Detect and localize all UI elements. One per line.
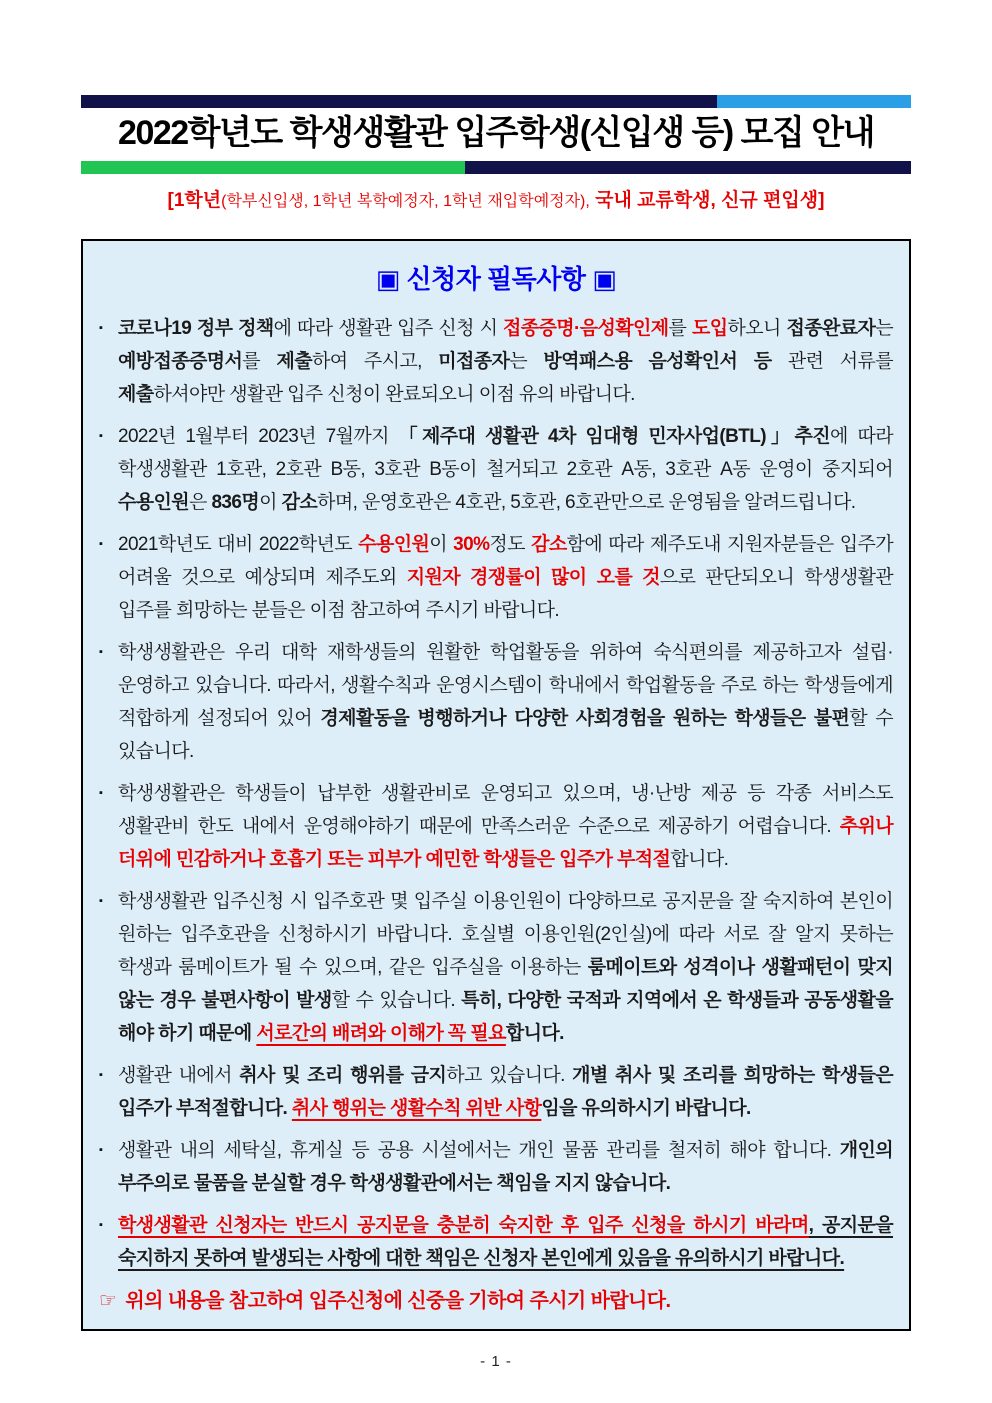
top-bar-navy-segment — [81, 95, 717, 108]
text-segment: 관련 서류를 — [771, 350, 894, 372]
text-segment: 접종완료자 — [786, 317, 876, 339]
notice-item — [99, 777, 893, 876]
text-segment: 수용인원 — [358, 533, 430, 555]
text-segment: 도입 — [691, 317, 728, 339]
notice-item-text — [118, 1209, 893, 1275]
notice-item — [99, 528, 893, 627]
text-segment: 하여 주시고, — [311, 350, 439, 372]
text-segment: 에 따라 학생생활관 1호관, 2호관 B동, 3호관 B동이 철거되고 2호관 A동, 3호관 A동 운영이 중지되어 — [118, 425, 893, 480]
text-segment: 경제활동을 병행하거나 다양한 사회경험을 원하는 학생들은 불편 — [320, 707, 850, 729]
text-segment: 으로 판단되오니 학생생활관 입주를 희망하는 분들은 이점 참고하여 주시기 바랍니다. — [118, 566, 893, 621]
text-segment: 추위나 더위에 민감하거나 호흡기 또는 피부가 예민한 학생들은 입주가 부적절 — [118, 815, 893, 870]
text-segment: 예방접종증명서 — [118, 350, 243, 372]
bottom-bar-navy-segment — [465, 161, 911, 174]
text-segment: 개별 취사 및 조리를 희망하는 학생들은 입주가 부적절합니다. — [118, 1064, 893, 1119]
text-segment: 제출 — [118, 383, 154, 405]
text-segment: 30% — [453, 533, 490, 555]
title-top-bar — [81, 95, 911, 108]
text-segment: , 공지문을 숙지하지 못하여 발생되는 사항에 대한 책임은 신청자 본인에게 있음을 유의하시기 바랍니다. — [118, 1214, 894, 1269]
text-segment: 지원자 경쟁률이 많이 오를 것 — [406, 566, 660, 588]
bullet-square-icon: ▪ — [99, 321, 103, 334]
bullet-square-icon: ▪ — [99, 537, 103, 550]
text-segment: 취사 및 조리 행위를 금지 — [239, 1064, 447, 1086]
notice-box-header: ▣ 신청자 필독사항 ▣ — [375, 263, 617, 294]
text-segment: 생활관 내에서 — [118, 1064, 240, 1086]
text-segment: 할 수 있습니다. — [331, 989, 462, 1011]
notice-item-text — [118, 777, 893, 876]
document-subtitle — [81, 188, 911, 215]
document-page — [81, 0, 911, 1370]
text-segment: 학생생활관 입주신청 시 입주호관 몇 입주실 이용인원이 다양하므로 공지문을 잘 숙지하여 본인이 원하는 입주호관을 신청하시기 바랍니다. 호실별 이용인원(2인실)에 따라 서로 잘 알지 못하는 학생과 룸메이트가 될 수 있으며, 같은 입주실을 이용하는 — [118, 890, 893, 978]
pointing-hand-icon: ☞ — [99, 1289, 117, 1312]
footer-note-text — [125, 1284, 670, 1313]
notice-item-text — [118, 1134, 893, 1200]
text-segment: 접종증명·음성확인제 — [503, 317, 669, 339]
notice-item — [99, 420, 893, 519]
notice-box — [81, 239, 911, 1331]
page-number: - 1 - — [480, 1352, 512, 1370]
bottom-bar-green-segment — [81, 161, 465, 174]
notice-item — [99, 636, 893, 768]
notice-item — [99, 1059, 893, 1125]
text-segment: 를 — [242, 350, 277, 372]
text-segment: 이 — [259, 491, 282, 513]
text-segment: 개인의 부주의로 물품을 분실할 경우 학생생활관에서는 책임을 지지 않습니다. — [118, 1139, 893, 1194]
text-segment: 이 — [429, 533, 454, 555]
notice-item-list — [99, 312, 893, 1275]
bullet-square-icon: ▪ — [99, 1068, 103, 1081]
text-segment: 취사 행위는 생활수칙 위반 사항 — [291, 1097, 542, 1119]
text-segment: 를 — [668, 317, 692, 339]
text-segment: 특히, 다양한 국적과 지역에서 온 학생들과 공동생활을 해야 하기 때문에 — [118, 989, 893, 1044]
text-segment: (학부신입생, 1학년 복학예정자, 1학년 재입학예정자), — [221, 193, 590, 211]
text-segment: 하오니 — [727, 317, 787, 339]
notice-item-text — [118, 312, 893, 411]
text-segment: 함에 따라 제주도내 지원자분들은 입주가 어려울 것으로 예상되며 제주도외 — [118, 533, 893, 588]
notice-item-text — [118, 1059, 893, 1125]
notice-item — [99, 885, 893, 1050]
title-bottom-bar — [81, 161, 911, 174]
notice-item-text — [118, 528, 893, 627]
text-segment: 코로나19 정부 정책 — [118, 317, 274, 339]
notice-item-text — [118, 420, 893, 519]
text-segment: 감소 — [281, 491, 318, 513]
text-segment: 은 — [189, 491, 212, 513]
text-segment: 학생생활관은 학생들이 납부한 생활관비로 운영되고 있으며, 냉·난방 제공 등 각종 서비스도 생활관비 한도 내에서 운영해야하기 때문에 만족스러운 수준으로 제공하기 어렵습니다. — [118, 782, 893, 837]
text-segment: 는 — [875, 317, 893, 339]
text-segment: 국내 교류학생, 신규 편입생] — [589, 190, 825, 212]
notice-item-text — [118, 885, 893, 1050]
text-segment: 미접종자 — [438, 350, 510, 372]
text-segment: 생활관 내의 세탁실, 휴게실 등 공용 시설에서는 개인 물품 관리를 철저히 해야 합니다. — [118, 1139, 840, 1161]
title-block — [81, 95, 911, 215]
footer-note — [99, 1284, 893, 1313]
bullet-square-icon: ▪ — [99, 1143, 103, 1156]
text-segment: 임을 유의하시기 바랍니다. — [541, 1097, 751, 1119]
text-segment: 는 — [509, 350, 544, 372]
notice-item — [99, 1134, 893, 1200]
text-segment: 감소 — [531, 533, 567, 555]
text-segment: 하며, 운영호관은 4호관, 5호관, 6호관만으로 운영됨을 알려드립니다. — [317, 491, 856, 513]
notice-item — [99, 1209, 893, 1275]
text-segment: 「제주대 생활관 4차 임대형 민자사업(BTL)」추진 — [398, 425, 831, 447]
text-segment: 2021학년도 대비 2022학년도 — [118, 533, 359, 555]
text-segment: 하셔야만 생활관 입주 신청이 완료되오니 이점 유의 바랍니다. — [153, 383, 635, 405]
text-segment: 학생생활관은 우리 대학 재학생들의 원활한 학업활동을 위하여 숙식편의를 제공하고자 설립·운영하고 있습니다. 따라서, 생활수칙과 운영시스템이 학내에서 학업활동을 주로 하는 학생들에게 적합하게 설정되어 있어 — [118, 641, 893, 729]
text-segment: 836명 — [211, 491, 260, 513]
text-segment: 하고 있습니다. — [446, 1064, 573, 1086]
text-segment: 정도 — [489, 533, 532, 555]
text-segment: 룸메이트와 성격이나 생활패턴이 맞지 않는 경우 불편사항이 발생 — [118, 956, 893, 1011]
top-bar-blue-segment — [717, 95, 911, 108]
bullet-square-icon: ▪ — [99, 894, 103, 907]
text-segment: 학생생활관 신청자는 반드시 공지문을 충분히 숙지한 후 입주 신청을 하시기 바라며 — [118, 1214, 809, 1236]
text-segment: 합니다. — [670, 848, 729, 870]
text-segment: 합니다. — [505, 1022, 564, 1044]
bullet-square-icon: ▪ — [99, 645, 103, 658]
text-segment: 위의 내용을 참고하여 입주신청에 신중을 기하여 주시기 바랍니다. — [125, 1289, 671, 1312]
bullet-square-icon: ▪ — [99, 1218, 103, 1231]
text-segment: 서로간의 배려와 이해가 꼭 필요 — [256, 1022, 506, 1044]
text-segment: 방역패스용 음성확인서 등 — [543, 350, 772, 372]
notice-item — [99, 312, 893, 411]
text-segment: 할 수 있습니다. — [118, 707, 894, 762]
text-segment: [1학년 — [167, 190, 222, 212]
text-segment: 제출 — [276, 350, 312, 372]
text-segment: 2022년 1월부터 2023년 7월까지 — [118, 425, 399, 447]
text-segment: 에 따라 생활관 입주 신청 시 — [273, 317, 504, 339]
bullet-square-icon: ▪ — [99, 429, 103, 442]
notice-item-text — [118, 636, 893, 768]
document-title: 2022학년도 학생생활관 입주학생(신입생 등) 모집 안내 — [118, 114, 874, 152]
text-segment: 수용인원 — [118, 491, 190, 513]
bullet-square-icon: ▪ — [99, 786, 103, 799]
